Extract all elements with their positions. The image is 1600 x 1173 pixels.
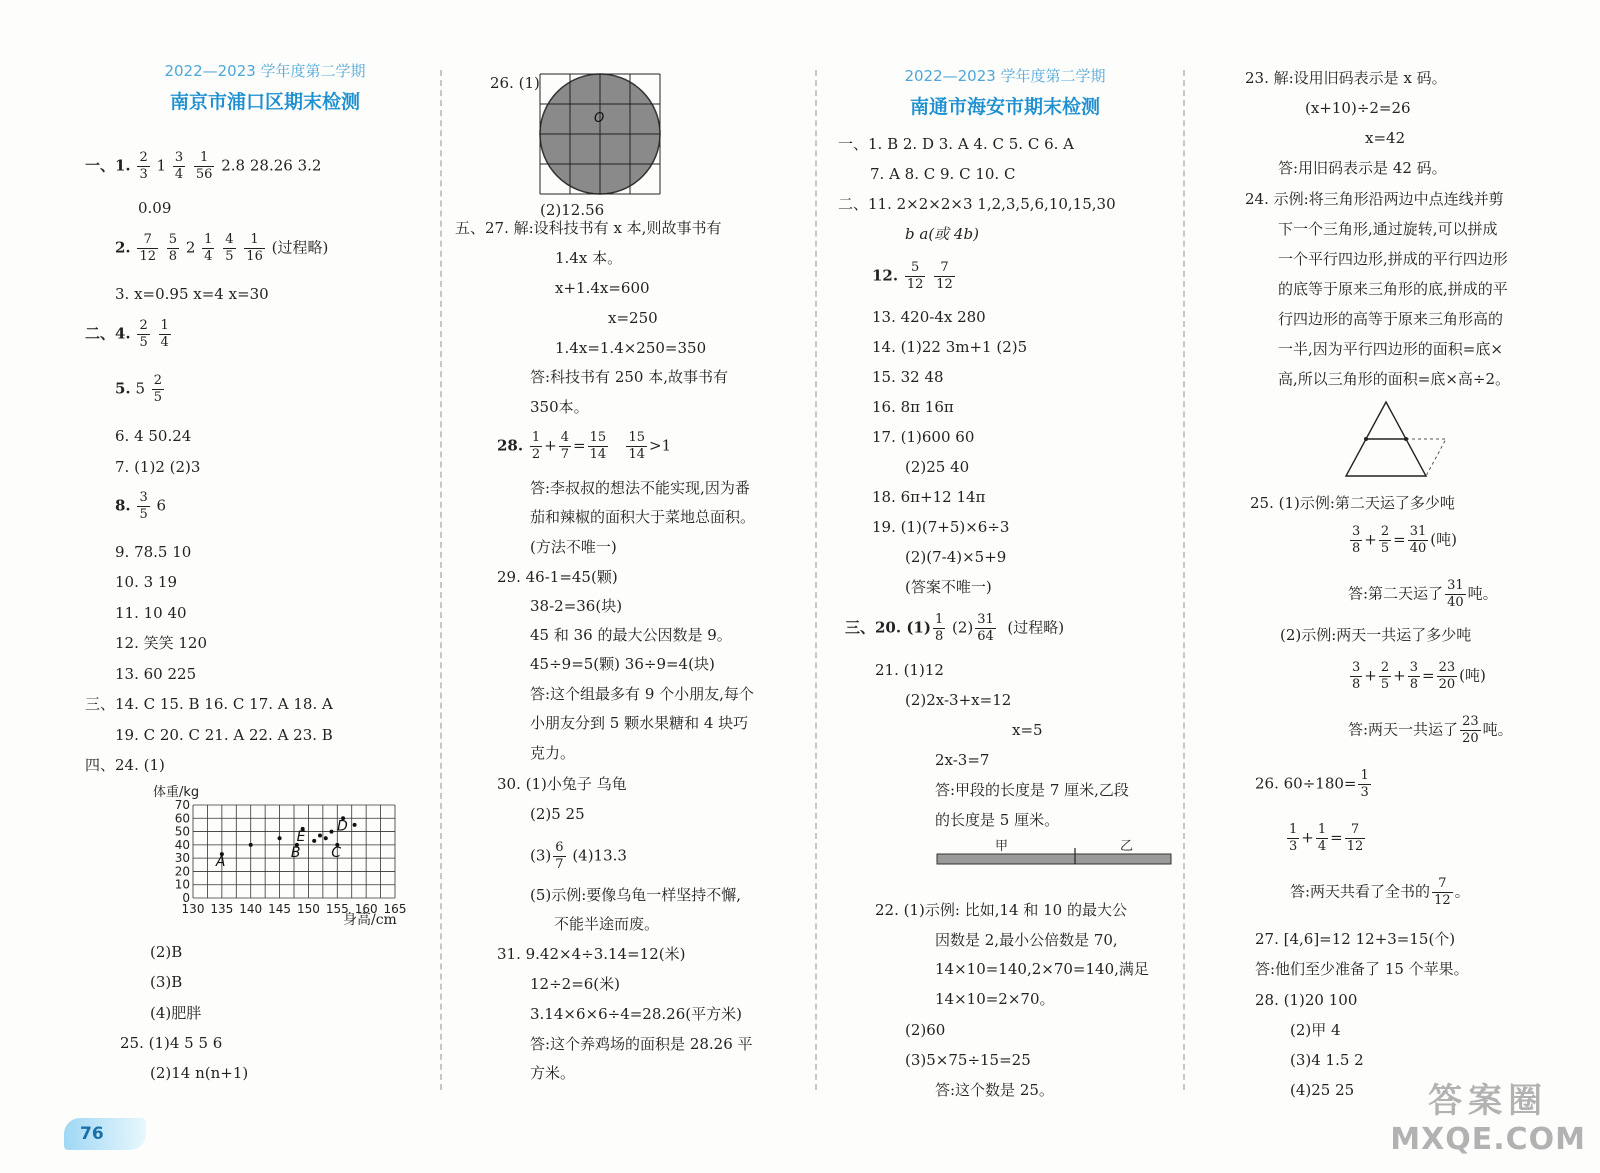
denominator: 8	[1409, 677, 1418, 692]
answer-text: (2)	[952, 618, 974, 637]
answer-line: 21. (1)12	[875, 661, 944, 679]
numerator: 3	[1352, 660, 1361, 675]
point-label: C	[331, 844, 342, 861]
numerator: 1	[1289, 822, 1298, 837]
denominator: 8	[168, 249, 178, 264]
answer-line: 答:他们至少准备了 15 个苹果。	[1255, 960, 1469, 978]
denominator: 4	[160, 335, 169, 350]
denominator: 8	[934, 629, 944, 644]
answer-line: 17. (1)600 60	[872, 428, 975, 446]
segment-label-a: 甲	[995, 839, 1009, 854]
answer-line: 7. A 8. C 9. C 10. C	[870, 165, 1016, 183]
answer-text: 答:两天一共运了	[1348, 720, 1459, 739]
x-tick-label: 165	[383, 902, 407, 916]
answer-line: 1.4x=1.4×250=350	[555, 339, 707, 357]
answer-line: 茄和辣椒的面积大于菜地总面积。	[530, 508, 756, 526]
numerator: 15	[628, 430, 646, 445]
fraction	[905, 260, 926, 293]
item-label: 二、4.	[85, 324, 131, 343]
point-label: D	[337, 818, 348, 835]
answer-line: (3)5×75÷15=25	[905, 1051, 1031, 1069]
denominator: 5	[1380, 677, 1390, 692]
fraction	[167, 232, 179, 265]
numerator: 7	[1345, 822, 1366, 839]
numerator: 1	[531, 430, 541, 445]
item-label: 三、20. (1)	[845, 618, 931, 637]
answer-line: 18. 6π+12 14π	[872, 488, 986, 506]
answer-line: (答案不唯一)	[905, 578, 992, 596]
answer-line: (2)示例:两天一共运了多少吨	[1280, 626, 1472, 644]
numerator: 2	[153, 373, 163, 388]
answer-line: 的长度是 5 厘米。	[935, 811, 1060, 829]
answer-line: 小朋友分到 5 颗水果糖和 4 块巧	[530, 714, 749, 732]
fraction	[1445, 578, 1466, 611]
denominator: 8	[1352, 677, 1361, 692]
numerator: 3	[139, 490, 148, 505]
answer-line: (x+10)÷2=26	[1305, 99, 1411, 117]
data-point	[249, 843, 253, 847]
answer-line: 29. 46-1=45(颗)	[497, 568, 618, 586]
y-tick-label: 30	[174, 851, 190, 866]
numerator: 3	[1352, 524, 1361, 539]
answer-line: 27. [4,6]=12 12+3=15(个)	[1255, 930, 1456, 948]
answer-line: 1.4x 本。	[555, 249, 623, 267]
answer-line: (4)25 25	[1290, 1081, 1355, 1099]
answer-line: 38-2=36(块)	[530, 597, 623, 615]
rotated-part-outline	[1406, 439, 1446, 476]
fraction	[1358, 768, 1370, 801]
triangle-figure	[1342, 398, 1462, 482]
left-header	[95, 60, 435, 114]
denominator: 7	[555, 857, 564, 872]
answer-line: 9. 78.5 10	[115, 543, 192, 561]
answer-text: 2	[185, 238, 196, 257]
fraction	[1316, 822, 1328, 855]
denominator: 5	[139, 507, 148, 522]
denominator: 12	[1434, 893, 1451, 908]
denominator: 5	[1380, 541, 1390, 556]
answer-line: 四、24. (1)	[85, 756, 165, 774]
fraction	[1432, 876, 1453, 909]
fraction	[975, 612, 996, 645]
answer-line: 三、14. C 15. B 16. C 17. A 18. A	[85, 695, 333, 713]
fraction	[152, 373, 164, 406]
answer-line: 答:李叔叔的想法不能实现,因为番	[530, 479, 750, 497]
answer-line: 22. (1)示例: 比如,14 和 10 的最大公	[875, 901, 1127, 919]
answer-line: 一个平行四边形,拼成的平行四边形	[1278, 250, 1508, 268]
fraction	[137, 232, 158, 265]
answer-text: 6	[156, 496, 167, 515]
denominator: 20	[1462, 731, 1479, 746]
answer-line	[1290, 876, 1470, 909]
answer-text: 1	[156, 156, 167, 175]
x-tick-label: 140	[239, 902, 263, 916]
item-label: 一、1.	[85, 156, 131, 175]
item-label: 28.	[497, 436, 524, 455]
denominator: 5	[153, 390, 163, 405]
answer-text: 2.8 28.26 3.2	[221, 156, 322, 175]
x-tick-label: 150	[296, 902, 320, 916]
fraction	[934, 260, 955, 293]
fraction	[1437, 660, 1458, 693]
item-label: 12.	[872, 266, 899, 285]
answer-line: 350本。	[530, 398, 589, 416]
circle-center-label: O	[594, 111, 605, 126]
data-point	[312, 839, 316, 843]
note-text: (过程略)	[271, 238, 329, 257]
y-tick-label: 50	[174, 824, 190, 839]
fraction	[553, 840, 565, 873]
denominator: 4	[1317, 839, 1327, 854]
answer-line	[85, 150, 321, 183]
answer-line	[872, 260, 957, 293]
denominator: 40	[1409, 541, 1427, 556]
answer-line: 不能半途而废。	[554, 915, 660, 933]
answer-line: 一半,因为平行四边形的面积=底×	[1278, 340, 1503, 358]
answer-line: (5)示例:要像乌龟一样坚持不懈,	[530, 886, 742, 904]
answer-line: 克力。	[530, 744, 576, 762]
numerator: 1	[244, 232, 265, 249]
midpoint-dot	[1364, 437, 1368, 441]
answer-line: 19. C 20. C 21. A 22. A 23. B	[115, 726, 333, 744]
denominator: 12	[936, 277, 953, 292]
denominator: 12	[1346, 839, 1364, 854]
fraction	[530, 430, 542, 463]
unit-text: (吨)	[1430, 530, 1457, 549]
segment-bar	[937, 854, 1171, 864]
denominator: 56	[195, 167, 213, 182]
answer-line: 五、27. 解:设科技书有 x 本,则故事书有	[455, 219, 722, 237]
fraction	[137, 150, 149, 183]
answer-line: 14×10=140,2×70=140,满足	[935, 960, 1149, 978]
x-tick-label: 155	[325, 902, 349, 916]
fraction	[194, 150, 215, 183]
watermark	[1390, 1073, 1586, 1157]
unit-text: (吨)	[1459, 666, 1486, 685]
denominator: 4	[174, 167, 184, 182]
numerator: 2	[1380, 524, 1390, 539]
fraction	[1379, 660, 1391, 693]
y-tick-label: 0	[182, 891, 190, 905]
answer-line: (3)4 1.5 2	[1290, 1051, 1364, 1069]
answer-line: 10. 3 19	[115, 573, 178, 591]
numerator: 2	[1380, 660, 1390, 675]
answer-line	[530, 840, 627, 873]
answer-line: 12. 笑笑 120	[115, 634, 208, 652]
denominator: 20	[1438, 677, 1456, 692]
answer-line: x=250	[608, 309, 658, 327]
column-separator	[440, 70, 442, 1090]
answer-line	[85, 318, 173, 351]
numerator: 7	[1432, 876, 1453, 893]
x-tick-label: 160	[354, 902, 378, 916]
answer-text: 答:第二天运了	[1348, 584, 1444, 603]
numerator: 4	[225, 232, 234, 247]
watermark-url: MXQE.COM	[1390, 1122, 1586, 1157]
answer-line: 答:科技书有 250 本,故事书有	[530, 368, 728, 386]
answer-line: 45 和 36 的最大公因数是 9。	[530, 626, 732, 644]
answer-line: 13. 60 225	[115, 665, 197, 683]
answer-text: (3)	[530, 846, 552, 865]
fraction	[137, 490, 149, 523]
answer-line: x=5	[1012, 721, 1043, 739]
answer-line: 16. 8π 16π	[872, 398, 954, 416]
fraction	[173, 150, 185, 183]
answer-line: 下一个三角形,通过旋转,可以拼成	[1278, 220, 1498, 238]
denominator: 14	[589, 447, 607, 462]
denominator: 12	[906, 277, 924, 292]
point-label: A	[215, 854, 226, 871]
data-point	[278, 836, 282, 840]
item-label: 5.	[115, 379, 131, 398]
fraction	[202, 232, 214, 265]
answer-line: 因数是 2,最小公倍数是 70,	[935, 931, 1118, 949]
fraction	[1408, 524, 1429, 557]
answer-line: b a(或 4b)	[905, 225, 979, 243]
numerator: 23	[1438, 660, 1456, 675]
fraction	[559, 430, 571, 463]
answer-line: 31. 9.42×4÷3.14=12(米)	[497, 945, 686, 963]
y-tick-label: 40	[174, 837, 190, 852]
page-number: 76	[64, 1118, 146, 1150]
answer-line	[1348, 714, 1513, 747]
denominator: 2	[531, 447, 541, 462]
answer-line: (2)14 n(n+1)	[150, 1064, 249, 1082]
right-header-title: 南通市海安市期末检测	[909, 96, 1100, 118]
answer-line: 15. 32 48	[872, 368, 944, 386]
fraction	[1408, 660, 1420, 693]
answer-line: $\frac{3}{8}$ + $\frac{2}{5}$ = $\frac{31}{40}$ (吨)	[1352, 524, 1457, 556]
fraction	[933, 612, 945, 645]
denominator: 16	[246, 249, 263, 264]
answer-line: 方米。	[530, 1064, 576, 1082]
numerator: 6	[555, 840, 564, 855]
answer-line: 25. (1)4 5 5 6	[120, 1034, 223, 1052]
y-tick-label: 60	[174, 811, 190, 826]
chart-y-ticks	[175, 798, 190, 905]
numerator: 3	[174, 150, 184, 165]
numerator: 7	[934, 260, 955, 277]
answer-text: 。	[1454, 882, 1470, 901]
answer-line: (2)25 40	[905, 458, 970, 476]
answer-line: 24. 示例:将三角形沿两边中点连线并剪	[1245, 190, 1504, 208]
numerator: 5	[905, 260, 926, 277]
answer-line: (2)60	[905, 1021, 946, 1039]
fraction	[1287, 822, 1299, 855]
denominator: 8	[1352, 541, 1361, 556]
watermark-logo: 答案圈	[1428, 1081, 1549, 1121]
data-point	[330, 830, 334, 834]
denominator: 3	[139, 167, 148, 182]
answer-text: 吨。	[1467, 584, 1498, 603]
numerator: 31	[1447, 578, 1464, 593]
data-point	[353, 823, 357, 827]
circle-in-grid-figure	[538, 72, 662, 196]
answer-line	[115, 232, 328, 265]
answer-line	[1348, 578, 1498, 611]
answer-line: x=42	[1365, 129, 1406, 147]
answer-line: 13. 420-4x 280	[872, 308, 986, 326]
answer-line	[115, 490, 166, 523]
answer-line	[497, 430, 671, 463]
answer-line: 答:这个养鸡场的面积是 28.26 平	[530, 1035, 753, 1053]
right-header	[840, 65, 1170, 119]
segment-figure	[935, 838, 1175, 868]
numerator: 1	[204, 232, 213, 247]
answer-line: 一、1. B 2. D 3. A 4. C 5. C 6. A	[838, 135, 1074, 153]
y-tick-label: 70	[174, 798, 190, 812]
answer-line: 14×10=2×70。	[935, 990, 1055, 1008]
answer-line: 二、11. 2×2×2×3 1,2,3,5,6,10,15,30	[838, 195, 1116, 213]
fraction	[626, 430, 647, 463]
denominator: 14	[628, 447, 646, 462]
answer-line: 45÷9=5(颗) 36÷9=4(块)	[530, 655, 715, 673]
numerator: 15	[589, 430, 607, 445]
answer-line: (2)5 25	[530, 805, 585, 823]
numerator: 2	[139, 150, 148, 165]
left-header-year: 2022—2023 学年度第二学期	[164, 62, 366, 80]
item-label: 8.	[115, 496, 131, 515]
left-header-title: 南京市浦口区期末检测	[169, 91, 360, 113]
answer-line: (2)12.56	[540, 201, 605, 219]
segment-label-b: 乙	[1120, 839, 1134, 854]
x-tick-label: 135	[210, 902, 234, 916]
answer-line: 11. 10 40	[115, 604, 187, 622]
y-tick-label: 20	[174, 864, 190, 879]
fraction	[1350, 660, 1362, 693]
fraction	[1460, 714, 1481, 747]
column-separator	[815, 70, 817, 1090]
answer-line: $\frac{1}{3}$ + $\frac{1}{4}$ = $\frac{7}{12}$	[1289, 822, 1364, 854]
answer-line	[1255, 768, 1373, 801]
answer-line: 7. (1)2 (2)3	[115, 458, 201, 476]
denominator: 7	[560, 447, 570, 462]
numerator: 3	[1409, 660, 1418, 675]
answer-line: 答:这个数是 25。	[935, 1081, 1054, 1099]
denominator: 64	[977, 629, 994, 644]
point-label: B	[290, 844, 301, 861]
x-tick-label: 130	[181, 902, 205, 916]
fraction	[1350, 524, 1362, 557]
answer-line: 3. x=0.95 x=4 x=30	[115, 285, 269, 303]
column-separator	[1183, 70, 1185, 1090]
fraction	[159, 318, 171, 351]
answer-line: (2)(7-4)×5+9	[905, 548, 1007, 566]
x-tick-label: 145	[268, 902, 292, 916]
answer-line: 2x-3=7	[935, 751, 990, 769]
y-tick-label: 10	[174, 877, 190, 892]
answer-line: 答:用旧码表示是 42 码。	[1278, 159, 1447, 177]
answer-text: 答:两天共看了全书的	[1290, 882, 1431, 901]
fraction	[1379, 524, 1391, 557]
answer-line	[845, 612, 1064, 645]
answer-line	[115, 373, 166, 406]
numerator: 2	[139, 318, 148, 333]
answer-line: (2)B	[150, 943, 183, 961]
answer-line: (3)B	[150, 973, 183, 991]
numerator: 31	[977, 612, 994, 627]
answer-line: x+1.4x=600	[555, 279, 650, 297]
answer-line: 高,所以三角形的面积=底×高÷2。	[1278, 370, 1511, 388]
answer-line: (方法不唯一)	[530, 538, 617, 556]
answer-line: 26. (1)	[490, 74, 540, 92]
answer-line: (2)2x-3+x=12	[905, 691, 1012, 709]
answer-line: 答:甲段的长度是 7 厘米,乙段	[935, 781, 1129, 799]
chart-x-label: 身高/cm	[343, 912, 397, 928]
denominator: 12	[139, 249, 156, 264]
denominator: 5	[139, 335, 148, 350]
answer-text: >1	[649, 436, 672, 455]
numerator: 23	[1462, 714, 1479, 729]
numerator: 1	[160, 318, 169, 333]
chart-y-label: 体重/kg	[153, 785, 200, 800]
answer-line: 23. 解:设用旧码表示是 x 码。	[1245, 69, 1447, 87]
operator: =	[573, 436, 586, 455]
denominator: 4	[204, 249, 213, 264]
right-header-year: 2022—2023 学年度第二学期	[904, 67, 1106, 85]
numerator: 31	[1409, 524, 1427, 539]
answer-text: (4)13.3	[572, 846, 627, 865]
answer-line: 19. (1)(7+5)×6÷3	[872, 518, 1010, 536]
answer-line: 30. (1)小兔子 乌龟	[497, 775, 627, 793]
answer-line: (4)肥胖	[150, 1004, 202, 1022]
numerator: 1	[1360, 768, 1369, 783]
answer-line: 28. (1)20 100	[1255, 991, 1358, 1009]
answer-line: 的底等于原来三角形的底,拼成的平	[1278, 280, 1508, 298]
answer-line: $\frac{3}{8}$ + $\frac{2}{5}$ + $\frac{3}{8}$ = $\frac{23}{20}$ (吨)	[1352, 660, 1486, 692]
numerator: 4	[560, 430, 570, 445]
data-point	[324, 836, 328, 840]
answer-line: 行四边形的高等于原来三角形高的	[1278, 310, 1504, 328]
fraction	[223, 232, 235, 265]
denominator: 5	[225, 249, 234, 264]
answer-line: 6. 4 50.24	[115, 427, 192, 445]
numerator: 5	[168, 232, 178, 247]
answer-text: 5	[135, 379, 145, 398]
denominator: 40	[1447, 595, 1464, 610]
answer-line: 0.09	[138, 199, 172, 217]
answer-line: 3.14×6×6÷4=28.26(平方米)	[530, 1005, 742, 1023]
numerator: 1	[1317, 822, 1327, 837]
denominator: 3	[1360, 785, 1369, 800]
answer-line: 14. (1)22 3m+1 (2)5	[872, 338, 1028, 356]
answer-line: 12÷2=6(米)	[530, 975, 621, 993]
note-text: (过程略)	[1007, 618, 1065, 637]
midpoint-dot	[1404, 437, 1408, 441]
answer-line: 25. (1)示例:第二天运了多少吨	[1250, 494, 1455, 512]
denominator: 3	[1289, 839, 1298, 854]
operator: +	[544, 436, 557, 455]
answer-line: 答:这个组最多有 9 个小朋友,每个	[530, 685, 754, 703]
point-label: E	[296, 828, 306, 845]
data-point	[318, 834, 322, 838]
numerator: 7	[137, 232, 158, 249]
numerator: 1	[194, 150, 215, 167]
answer-line: (2)甲 4	[1290, 1021, 1341, 1039]
answer-text: 26. 60÷180=	[1255, 774, 1357, 793]
fraction	[1345, 822, 1366, 855]
fraction	[244, 232, 265, 265]
numerator: 1	[934, 612, 944, 627]
item-label: 2.	[115, 238, 131, 257]
answer-text: 吨。	[1482, 720, 1513, 739]
fraction	[588, 430, 609, 463]
fraction	[137, 318, 149, 351]
